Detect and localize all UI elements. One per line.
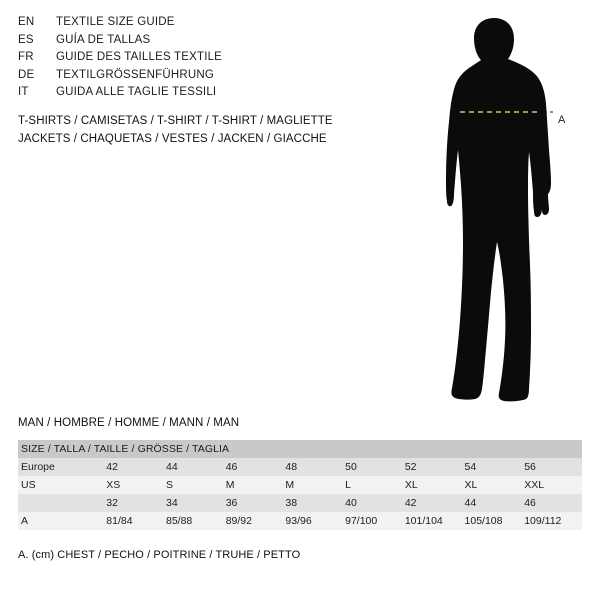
table-row — [18, 494, 582, 512]
chest-measure-label: A — [558, 114, 566, 126]
cell-value: XL — [463, 476, 523, 494]
language-code: DE — [18, 68, 35, 81]
size-table — [18, 440, 582, 530]
language-header-block — [18, 14, 398, 102]
silhouette-svg — [398, 10, 596, 410]
language-code: IT — [18, 86, 29, 98]
table-row — [18, 476, 582, 494]
language-code: ES — [18, 33, 34, 46]
cell-value: M — [283, 476, 343, 494]
cell-value: 42 — [104, 458, 164, 476]
cell-value: 44 — [463, 494, 523, 512]
language-row — [18, 84, 398, 102]
table-header-label: SIZE / TALLA / TAILLE / GRÖSSE / TAGLIA — [18, 440, 582, 458]
category-line-jackets: JACKETS / CHAQUETAS / VESTES / JACKEN / GIACCHE — [18, 133, 327, 145]
row-label: Europe — [18, 458, 104, 476]
language-text: GUIDE DES TAILLES TEXTILE — [56, 51, 223, 63]
cell-value: 105/108 — [463, 512, 523, 530]
row-label: US — [18, 476, 104, 494]
silhouette-path — [446, 18, 551, 401]
language-code: EN — [18, 16, 35, 28]
table-row — [18, 458, 582, 476]
cell-value: 54 — [463, 458, 523, 476]
table-row — [18, 512, 582, 530]
cell-value: 101/104 — [403, 512, 463, 530]
cell-value: 109/112 — [522, 512, 582, 530]
language-text: TEXTILE SIZE GUIDE — [56, 16, 175, 28]
measurement-footnote: A. (cm) CHEST / PECHO / POITRINE / TRUHE / PETTO — [18, 549, 301, 561]
language-row — [18, 32, 398, 50]
cell-value: XS — [104, 476, 164, 494]
language-row — [18, 67, 398, 85]
row-label — [18, 494, 104, 512]
male-silhouette-figure — [398, 10, 596, 410]
cell-value: 40 — [343, 494, 403, 512]
language-text: GUÍA DE TALLAS — [56, 33, 151, 46]
cell-value: 48 — [283, 458, 343, 476]
cell-value: 42 — [403, 494, 463, 512]
cell-value: S — [164, 476, 224, 494]
table-header-row — [18, 440, 582, 458]
language-text: GUIDA ALLE TAGLIE TESSILI — [56, 86, 217, 98]
row-label: A — [18, 512, 104, 530]
cell-value: 81/84 — [104, 512, 164, 530]
cell-value: 93/96 — [283, 512, 343, 530]
cell-value: 46 — [522, 494, 582, 512]
cell-value: 36 — [224, 494, 284, 512]
cell-value: 85/88 — [164, 512, 224, 530]
cell-value: 44 — [164, 458, 224, 476]
language-row — [18, 14, 398, 32]
cell-value: 89/92 — [224, 512, 284, 530]
cell-value: 32 — [104, 494, 164, 512]
cell-value: 38 — [283, 494, 343, 512]
cell-value: L — [343, 476, 403, 494]
cell-value: M — [224, 476, 284, 494]
language-row — [18, 49, 398, 67]
cell-value: 50 — [343, 458, 403, 476]
table-section-title: MAN / HOMBRE / HOMME / MANN / MAN — [18, 417, 240, 429]
language-code: FR — [18, 51, 34, 63]
cell-value: 34 — [164, 494, 224, 512]
category-line-tshirts: T-SHIRTS / CAMISETAS / T-SHIRT / T-SHIRT / MAGLIETTE — [18, 115, 333, 127]
cell-value: 56 — [522, 458, 582, 476]
cell-value: 97/100 — [343, 512, 403, 530]
category-block — [18, 112, 418, 148]
cell-value: XXL — [522, 476, 582, 494]
cell-value: XL — [403, 476, 463, 494]
cell-value: 52 — [403, 458, 463, 476]
cell-value: 46 — [224, 458, 284, 476]
language-text: TEXTILGRÖSSENFÜHRUNG — [56, 68, 214, 81]
